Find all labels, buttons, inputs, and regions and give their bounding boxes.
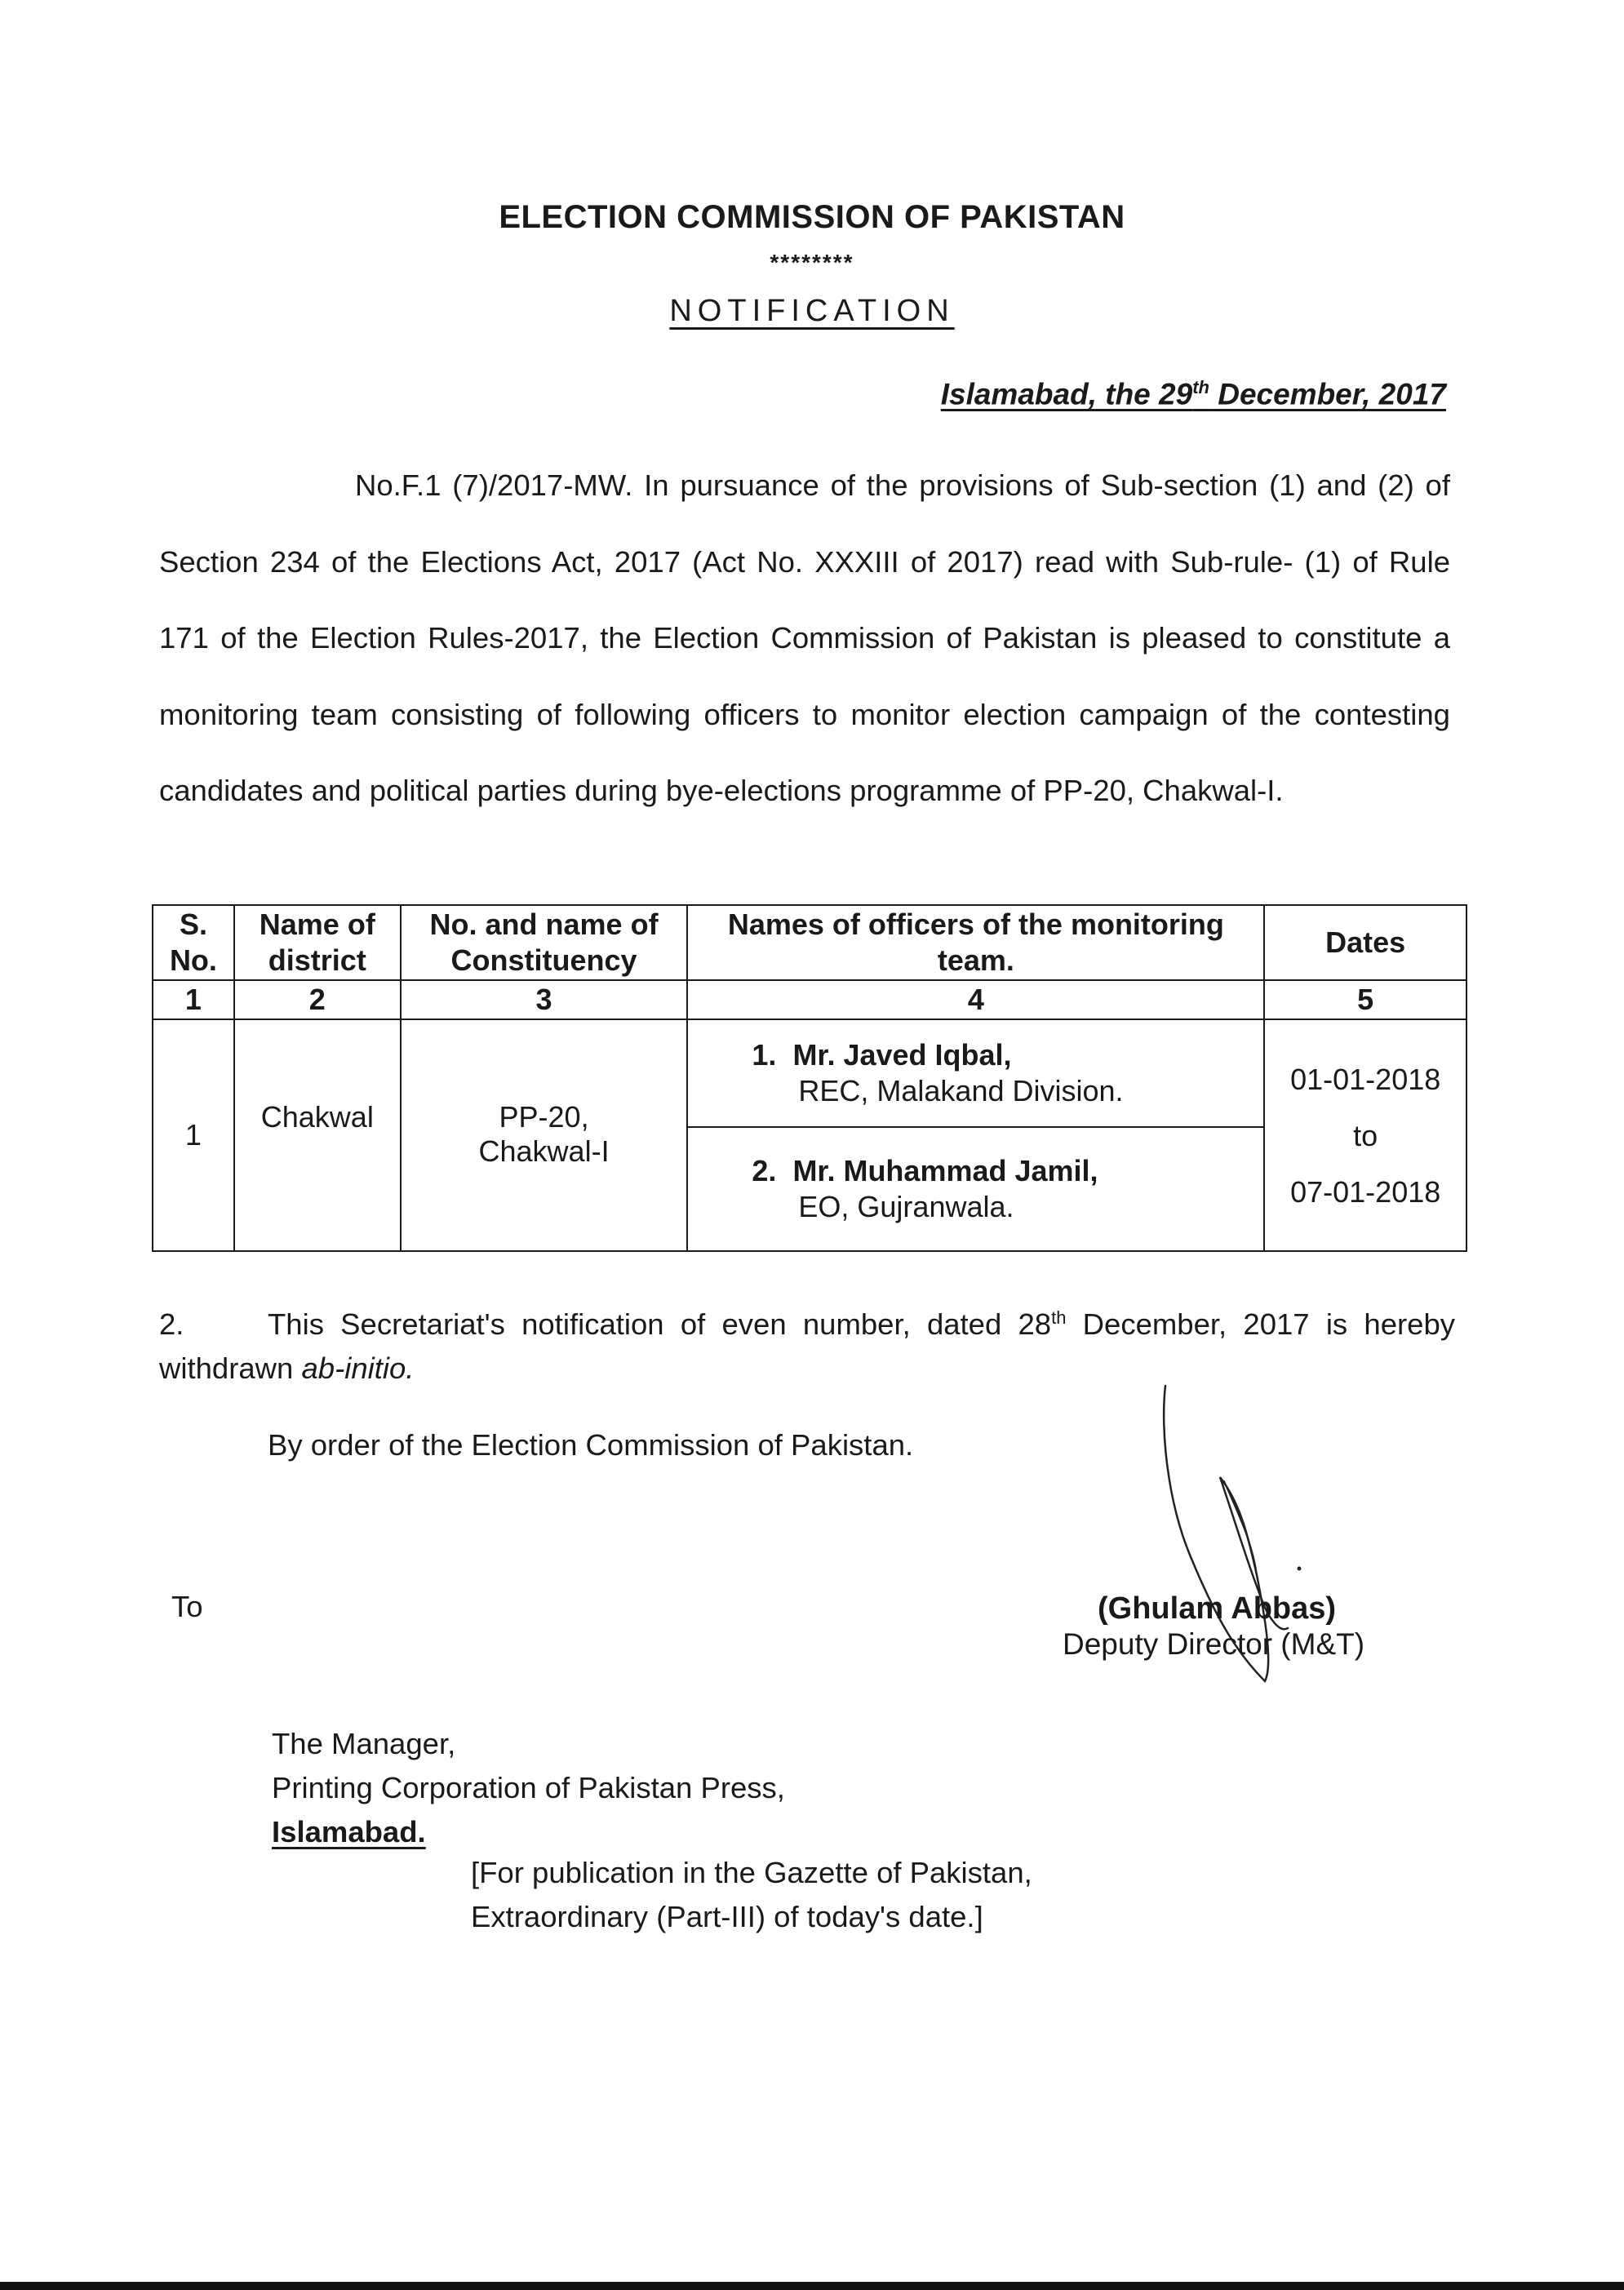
publication-line-2: Extraordinary (Part-III) of today's date.]: [471, 1900, 983, 1933]
table-column-number-row: [153, 980, 1466, 1019]
header-sno: S. No.: [153, 905, 234, 980]
paragraph-2-number: 2.: [159, 1307, 184, 1342]
officer-2-name: Mr. Muhammad Jamil,: [792, 1154, 1098, 1187]
paragraph-1: [159, 447, 1450, 829]
document-heading: ELECTION COMMISSION OF PAKISTAN: [499, 199, 1125, 235]
header-officers: Names of officers of the monitoring team.: [687, 905, 1264, 980]
publication-line-1: [For publication in the Gazette of Pakistan,: [471, 1856, 1032, 1889]
date-to-word: to: [1353, 1118, 1378, 1152]
officer-1-number: 1.: [752, 1038, 777, 1072]
paragraph-2-text-after: December, 2017 is hereby withdrawn: [159, 1307, 1455, 1386]
cell-district: [234, 1019, 401, 1251]
cell-officer-2: [687, 1127, 1264, 1251]
notification-title: [0, 294, 1624, 329]
address-city: Islamabad.: [272, 1815, 426, 1848]
district-name: Chakwal: [260, 1100, 374, 1134]
table-header-row: [153, 905, 1466, 980]
cell-constituency: [401, 1019, 688, 1251]
constituency-line-2: Chakwal-I: [478, 1134, 610, 1168]
cell-dates: [1264, 1019, 1466, 1251]
monitoring-team-table: [152, 904, 1467, 1252]
address-line-1: The Manager,: [272, 1727, 456, 1760]
officer-2-number: 2.: [752, 1154, 777, 1187]
heading-stars: ********: [770, 250, 854, 275]
paragraph-2-italic: ab-initio.: [301, 1351, 415, 1386]
column-number: 4: [687, 980, 1264, 1019]
column-number: 3: [401, 980, 688, 1019]
scan-edge: [0, 2282, 1624, 2290]
officer-2-designation: EO, Gujranwala.: [798, 1190, 1014, 1223]
signatory-title: Deputy Director (M&T): [1063, 1627, 1365, 1661]
notification-title-text: NOTIFICATION: [669, 294, 955, 328]
column-number: 2: [234, 980, 401, 1019]
to-label: To: [171, 1590, 203, 1623]
column-number: 5: [1264, 980, 1466, 1019]
date-to: 07-01-2018: [1290, 1174, 1441, 1209]
dateline-suffix: December, 2017: [1209, 377, 1446, 411]
address-line-2: Printing Corporation of Pakistan Press,: [272, 1771, 785, 1804]
paragraph-2-sup: th: [1051, 1307, 1067, 1328]
date-from: 01-01-2018: [1290, 1062, 1441, 1096]
constituency-line-1: PP-20,: [499, 1100, 589, 1134]
dateline-sup: th: [1192, 377, 1209, 397]
dateline: [941, 377, 1446, 411]
paragraph-2-text: This Secretariat's notification of even number, dated 28: [268, 1307, 1052, 1342]
paragraph-2: [159, 1296, 1455, 1391]
header-constituency: No. and name of Constituency: [401, 905, 688, 980]
table-row: [153, 1019, 1466, 1127]
officer-1-name: Mr. Javed Iqbal,: [792, 1038, 1012, 1072]
header-dates: Dates: [1264, 905, 1466, 980]
publication-note: [471, 1851, 1032, 1939]
officer-1-designation: REC, Malakand Division.: [798, 1074, 1124, 1107]
signatory-name: (Ghulam Abbas): [1098, 1591, 1337, 1626]
address-block: [272, 1722, 785, 1854]
column-number: 1: [153, 980, 234, 1019]
cell-officer-1: [687, 1019, 1264, 1127]
order-line: By order of the Election Commission of Pakistan.: [268, 1428, 914, 1462]
header-district: Name of district: [234, 905, 401, 980]
paragraph-1-text: No.F.1 (7)/2017-MW. In pursuance of the provisions of Sub-section (1) and (2) of Section 234 of the Elections Act, 2017 (Act No. XXXIII of 2017) read with Sub-rule- (1) of Rule 171 of the Election Rules-2017, the Election Commission of Pakistan is pleased to constitute a monitoring team consisting of following officers to monitor election campaign of the contesting candidates and political parties during bye-elections programme of PP-20, Chakwal-I.: [159, 468, 1450, 807]
dateline-prefix: Islamabad, the 29: [940, 377, 1193, 411]
cell-sno: 1: [153, 1019, 234, 1251]
